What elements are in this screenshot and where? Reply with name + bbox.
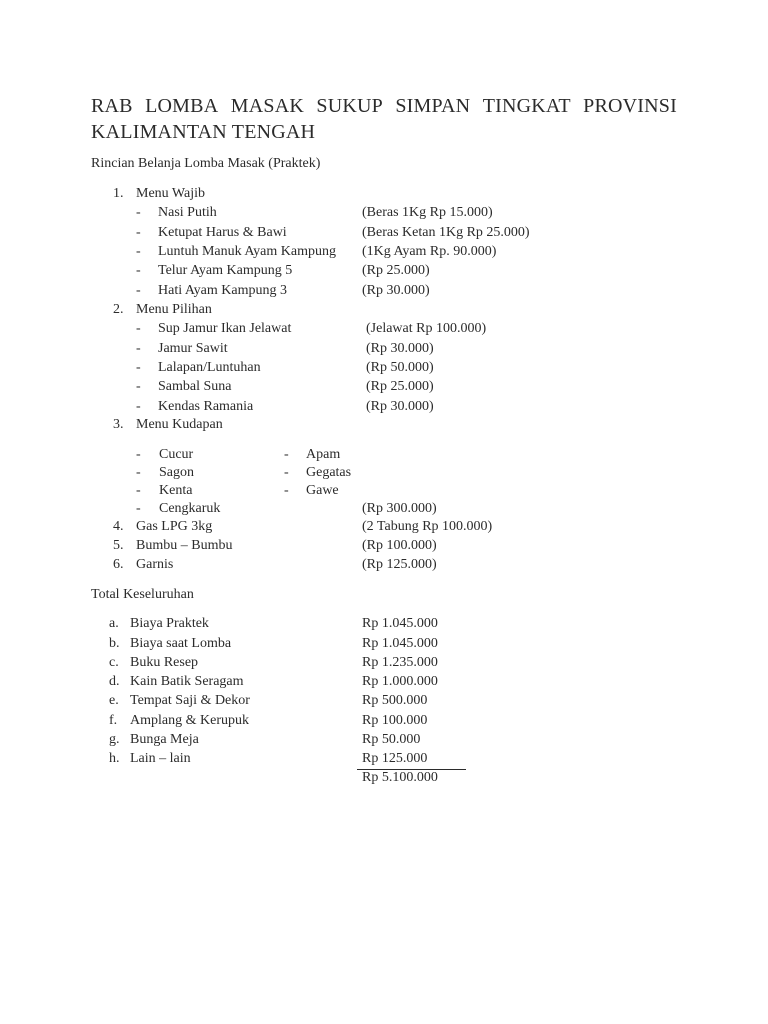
menu-item-name: Nasi Putih (158, 205, 217, 220)
total-item-amount: Rp 100.000 (362, 713, 428, 728)
snack-item-name: Gawe (306, 483, 339, 498)
list-number: 3. (113, 417, 124, 432)
menu-wajib-heading: Menu Wajib (136, 186, 205, 201)
menu-item-price: (Rp 30.000) (366, 399, 434, 414)
list-number: 5. (113, 538, 124, 553)
snack-item-name: Apam (306, 447, 341, 462)
list-number: 6. (113, 557, 124, 572)
menu-item-price: (Beras Ketan 1Kg Rp 25.000) (362, 225, 530, 240)
list-letter: h. (109, 751, 120, 766)
menu-item-price: (1Kg Ayam Rp. 90.000) (362, 244, 497, 259)
bullet-dash: - (284, 483, 289, 498)
list-item-price: (Rp 100.000) (362, 538, 437, 553)
total-item-label: Biaya Praktek (130, 616, 209, 631)
title-word: SIMPAN (395, 95, 471, 117)
total-item-label: Amplang & Kerupuk (130, 713, 249, 728)
bullet-dash: - (136, 205, 141, 220)
snack-item-name: Sagon (159, 465, 194, 480)
snack-item-name: Kenta (159, 483, 193, 498)
total-item-label: Buku Resep (130, 655, 199, 670)
list-number: 2. (113, 302, 124, 317)
bullet-dash: - (284, 447, 289, 462)
menu-item-name: Luntuh Manuk Ayam Kampung (158, 244, 336, 259)
menu-kudapan-price: (Rp 300.000) (362, 501, 437, 516)
menu-item-price: (Rp 30.000) (362, 283, 430, 298)
bullet-dash: - (136, 360, 141, 375)
total-item-label: Kain Batik Seragam (130, 674, 244, 689)
snack-item-name: Cengkaruk (159, 501, 221, 516)
total-heading: Total Keseluruhan (91, 587, 194, 602)
menu-pilihan-heading: Menu Pilihan (136, 302, 212, 317)
total-item-amount: Rp 125.000 (362, 751, 428, 766)
bullet-dash: - (136, 225, 141, 240)
list-letter: c. (109, 655, 119, 670)
list-item-label: Gas LPG 3kg (136, 519, 213, 534)
menu-item-name: Lalapan/Luntuhan (158, 360, 261, 375)
title-word: MASAK (230, 95, 304, 117)
total-item-amount: Rp 50.000 (362, 732, 421, 747)
list-number: 4. (113, 519, 124, 534)
list-letter: f. (109, 713, 118, 728)
menu-kudapan-heading: Menu Kudapan (136, 417, 223, 432)
menu-item-price: (Jelawat Rp 100.000) (366, 321, 487, 336)
bullet-dash: - (136, 283, 141, 298)
bullet-dash: - (136, 399, 141, 414)
bullet-dash: - (136, 341, 141, 356)
bullet-dash: - (136, 483, 141, 498)
list-letter: g. (109, 732, 120, 747)
bullet-dash: - (136, 379, 141, 394)
total-item-label: Lain – lain (130, 751, 191, 766)
snack-item-name: Gegatas (306, 465, 352, 480)
list-number: 1. (113, 186, 124, 201)
total-item-amount: Rp 1.000.000 (362, 674, 438, 689)
menu-item-price: (Rp 25.000) (366, 379, 434, 394)
list-letter: b. (109, 636, 120, 651)
bullet-dash: - (136, 501, 141, 516)
list-letter: a. (109, 616, 119, 631)
list-letter: e. (109, 693, 119, 708)
menu-item-name: Sambal Suna (158, 379, 232, 394)
list-item-label: Garnis (136, 557, 174, 572)
bullet-dash: - (136, 465, 141, 480)
title-word: SUKUP (316, 95, 383, 117)
total-item-label: Bunga Meja (130, 732, 199, 747)
bullet-dash: - (136, 263, 141, 278)
menu-item-price: (Rp 50.000) (366, 360, 434, 375)
section-subtitle: Rincian Belanja Lomba Masak (Praktek) (91, 156, 321, 171)
menu-item-name: Hati Ayam Kampung 3 (158, 283, 287, 298)
menu-item-name: Jamur Sawit (158, 341, 228, 356)
snack-item-name: Cucur (159, 447, 194, 462)
title-word: PROVINSI (583, 95, 677, 117)
menu-item-name: Kendas Ramania (158, 399, 254, 414)
bullet-dash: - (136, 321, 141, 336)
bullet-dash: - (284, 465, 289, 480)
bullet-dash: - (136, 244, 141, 259)
total-item-amount: Rp 1.235.000 (362, 655, 438, 670)
bullet-dash: - (136, 447, 141, 462)
list-item-label: Bumbu – Bumbu (136, 538, 233, 553)
total-item-amount: Rp 1.045.000 (362, 616, 438, 631)
document-title-line-2: KALIMANTAN TENGAH (91, 121, 316, 143)
menu-item-name: Ketupat Harus & Bawi (158, 225, 287, 240)
menu-item-price: (Rp 25.000) (362, 263, 430, 278)
total-item-label: Biaya saat Lomba (130, 636, 232, 651)
document-title-line-1 (91, 93, 677, 119)
title-word: RAB (91, 95, 133, 117)
total-item-amount: Rp 500.000 (362, 693, 428, 708)
grand-total-amount: Rp 5.100.000 (362, 770, 438, 785)
menu-item-name: Sup Jamur Ikan Jelawat (158, 321, 292, 336)
list-item-price: (Rp 125.000) (362, 557, 437, 572)
menu-item-price: (Beras 1Kg Rp 15.000) (362, 205, 493, 220)
menu-item-price: (Rp 30.000) (366, 341, 434, 356)
title-word: LOMBA (145, 95, 219, 117)
menu-item-name: Telur Ayam Kampung 5 (158, 263, 293, 278)
list-letter: d. (109, 674, 120, 689)
total-item-amount: Rp 1.045.000 (362, 636, 438, 651)
total-item-label: Tempat Saji & Dekor (130, 693, 250, 708)
title-word: TINGKAT (482, 95, 571, 117)
list-item-price: (2 Tabung Rp 100.000) (362, 519, 493, 534)
